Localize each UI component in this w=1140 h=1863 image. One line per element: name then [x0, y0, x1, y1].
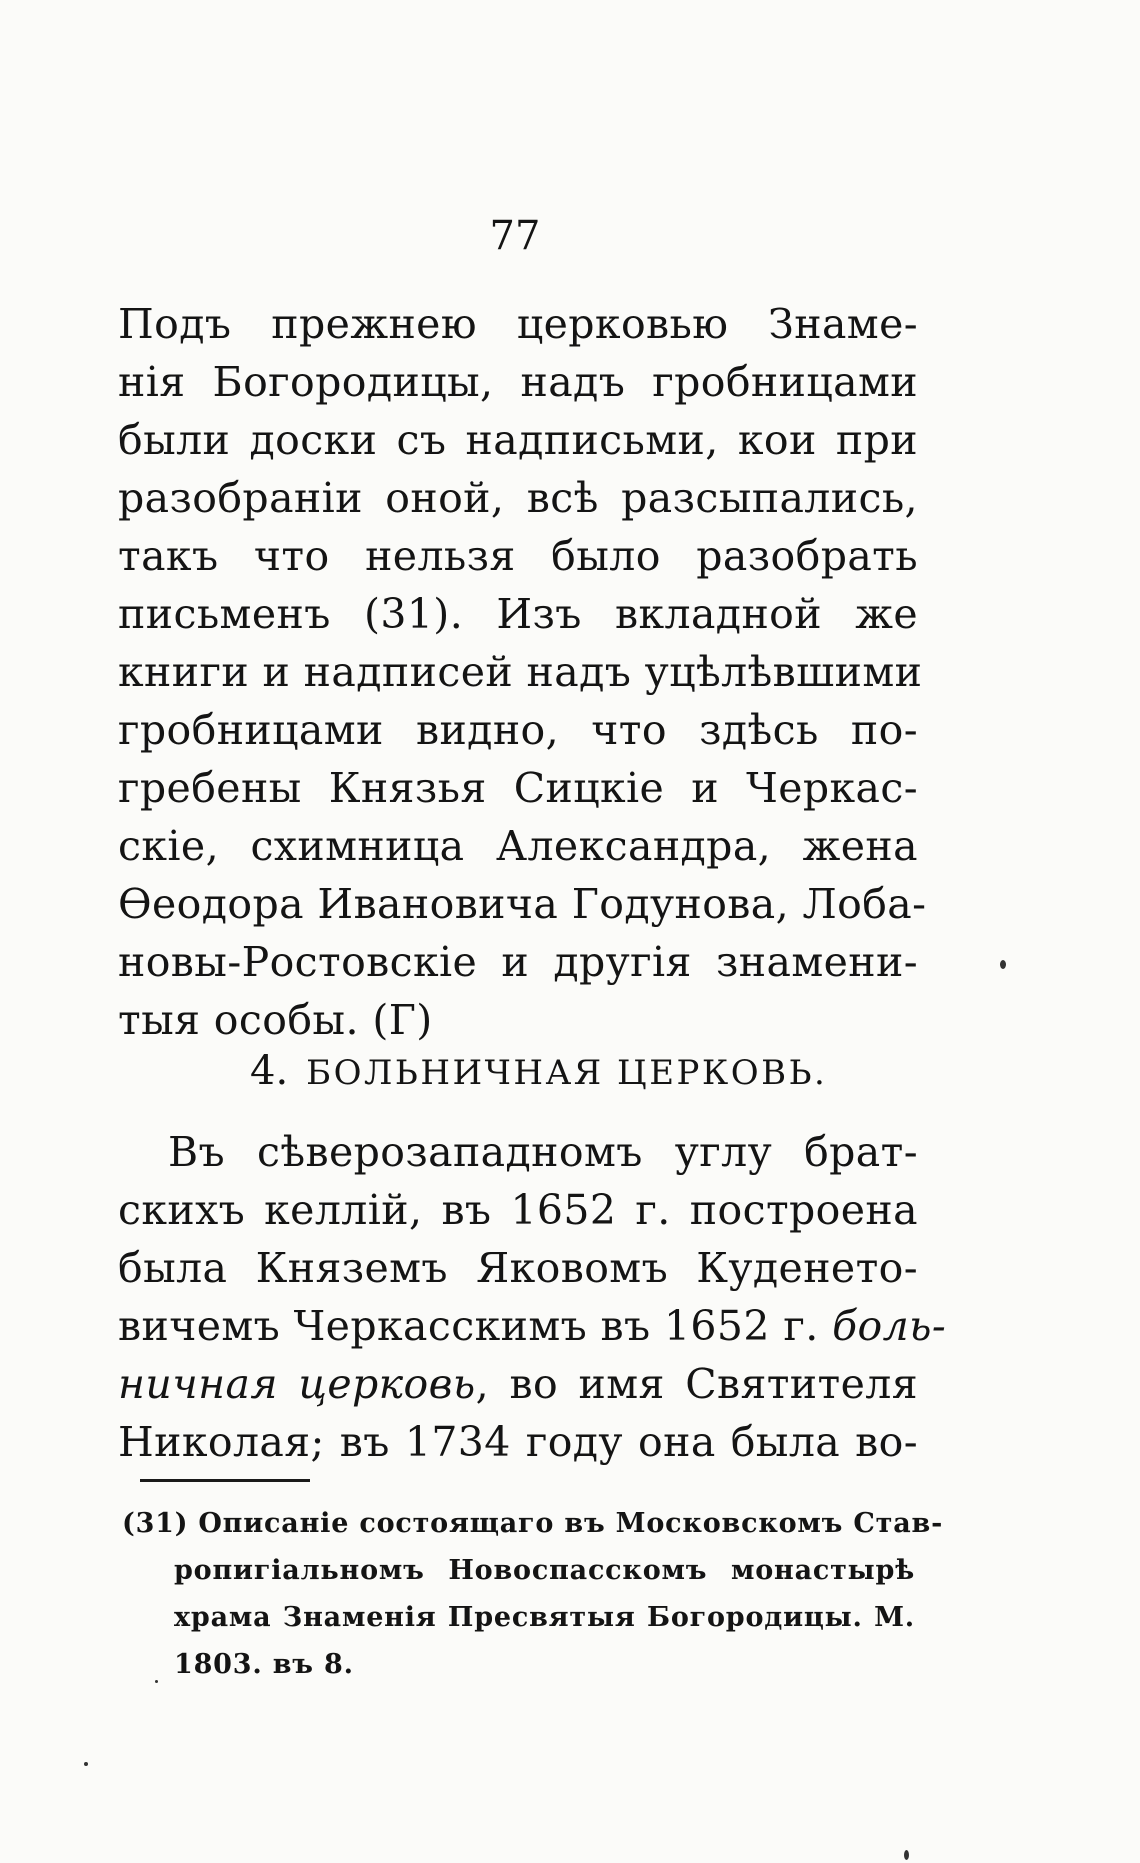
- paragraph-1-line: были доски съ надписьми, кои при: [118, 416, 918, 464]
- footnote-separator: [140, 1479, 310, 1482]
- paragraph-2-line: была Княземъ Яковомъ Куденето-: [118, 1244, 918, 1292]
- paragraph-2-line: скихъ келлій, въ 1652 г. построена: [118, 1186, 918, 1234]
- paragraph-2-line: Николая; въ 1734 году она была во-: [118, 1418, 918, 1466]
- italic-term: боль-: [832, 1302, 947, 1350]
- paragraph-1-line: разобраніи оной, всѣ разсыпались,: [118, 474, 918, 522]
- paragraph-2-line: [118, 1355, 918, 1413]
- paragraph-1-line: новы-Ростовскіе и другія знамени-: [118, 938, 918, 986]
- footnote-marker: (31): [122, 1508, 189, 1539]
- paragraph-1-line: нія Богородицы, надъ гробницами: [118, 358, 918, 406]
- paragraph-2-text: , во имя Святителя: [475, 1360, 918, 1408]
- paragraph-1-line: книги и надписей надъ уцѣлѣвшими: [118, 648, 923, 696]
- italic-term: ничная церковь: [118, 1360, 476, 1408]
- paragraph-1-line: такъ что нельзя было разобрать: [118, 532, 918, 580]
- section-heading: [250, 1046, 827, 1098]
- paragraph-1-line: гробницами видно, что здѣсь по-: [118, 706, 918, 754]
- section-number: 4.: [250, 1048, 289, 1094]
- section-title: БОЛЬНИЧНАЯ ЦЕРКОВЬ.: [306, 1053, 828, 1093]
- paragraph-1-line: гребены Князья Сицкіе и Черкас-: [118, 764, 918, 812]
- paragraph-2: [118, 1123, 947, 1471]
- paragraph-1-line: тыя особы. (Г): [118, 996, 433, 1044]
- paragraph-1: [118, 295, 927, 1049]
- paragraph-2-text: вичемъ Черкасскимъ въ 1652 г.: [118, 1302, 819, 1350]
- scan-speck: [84, 1762, 88, 1766]
- paragraph-1-line: письменъ (31). Изъ вкладной же: [118, 590, 918, 638]
- footnote-line: 1803. въ 8.: [174, 1649, 354, 1680]
- scan-speck: [155, 1680, 158, 1683]
- paragraph-1-line: Подъ прежнею церковью Знаме-: [118, 300, 918, 348]
- paragraph-1-line: скіе, схимница Александра, жена: [118, 822, 918, 870]
- footnote-line: [122, 1500, 944, 1547]
- scan-speck: [1000, 960, 1006, 969]
- footnote-line: ропигіальномъ Новоспасскомъ монастырѣ: [174, 1555, 915, 1586]
- footnote-text: Описаніе состоящаго въ Московскомъ Став-: [198, 1508, 944, 1539]
- paragraph-1-line: Ѳеодора Ивановича Годунова, Лоба-: [118, 880, 927, 928]
- paragraph-2-line: [118, 1297, 947, 1355]
- scan-speck: [904, 1850, 909, 1860]
- footnote: [122, 1500, 944, 1688]
- paragraph-2-line: Въ сѣверозападномъ углу брат-: [168, 1128, 918, 1176]
- footnote-line: храма Знаменія Пресвятыя Богородицы. М.: [174, 1602, 915, 1633]
- page-number: 77: [489, 213, 541, 259]
